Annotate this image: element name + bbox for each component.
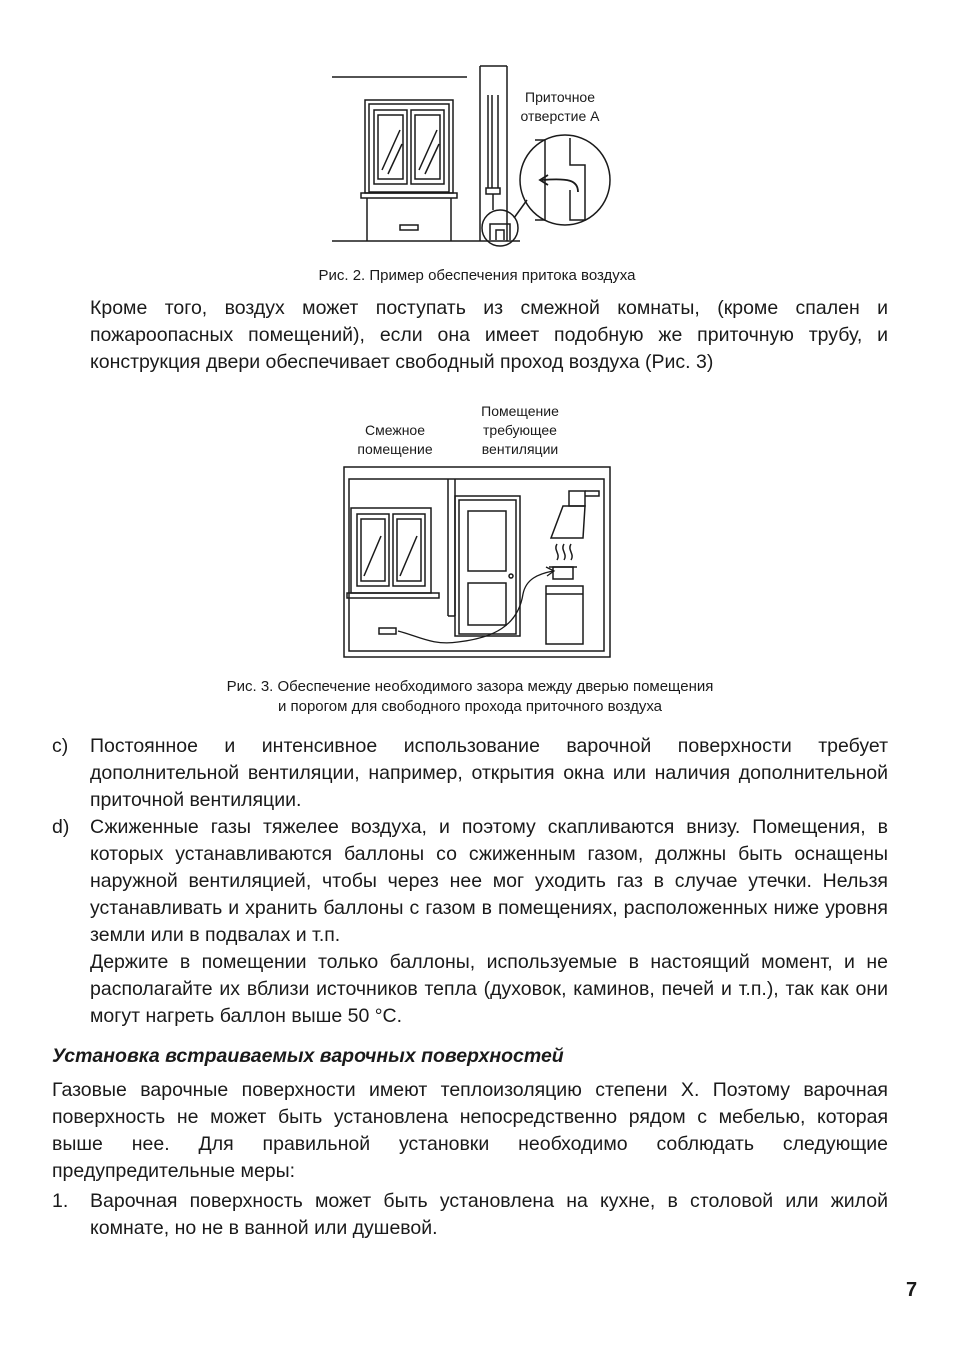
list-item-d-text: Сжиженные газы тяжелее воздуха, и поэтому скапливаются внизу. Помещения, в которых устанавливаются баллоны со сжиженным газом, должны быть оснащены наружной вентиляцией, чтобы через нее мог уходить газ в случае утечки. Нельзя устанавливать и хранить баллоны с газом в помещениях, расположенных ниже уровня земли или в подвалах и т.п. [90,816,888,946]
figure-3-right-label [465,402,575,459]
list-item-c-marker: c) [52,735,69,757]
figure-2-label-line2: отверстие А [520,108,600,124]
figure-3-caption-line2: и порогом для свободного прохода приточного воздуха [277,698,663,715]
list-item-d-text-2: Держите в помещении только баллоны, используемые в настоящий момент, и не располагайте их вблизи источников тепла (духовок, каминов, печей и т.п.), так как они могут нагреть баллон выше 50 °С. [90,951,888,1027]
figure-3-left-label-line1: Смежное [364,422,426,438]
figure-3-illustration [343,466,613,659]
figure-2-label [505,88,615,126]
figure-3-right-label-line1: Помещение [481,403,559,419]
list-item-d-marker: d) [52,816,70,838]
section-paragraph: Газовые варочные поверхности имеют теплоизоляцию степени Х. Поэтому варочная поверхность не может быть установлена непосредственно рядом с мебелью, которая выше нее. Для правильной установки необходимо соблюдать следующие предупредительные меры: [52,1079,888,1182]
numbered-item-1-text: Варочная поверхность может быть установлена на кухне, в столовой или жилой комнате, но не в ванной или душевой. [90,1190,888,1239]
figure-2-caption: Рис. 2. Пример обеспечения притока воздуха [318,267,636,284]
list-item-c-text: Постоянное и интенсивное использование варочной поверхности требует дополнительной вентиляции, например, открытия окна или наличия дополнительной приточной вентиляции. [90,735,888,811]
figure-3-caption [0,677,940,717]
page-number: 7 [906,1279,918,1301]
figure-3-caption-line1: Рис. 3. Обеспечение необходимого зазора между дверью помещения [226,678,714,695]
figure-3-left-label-line2: помещение [357,441,433,457]
intro-paragraph: Кроме того, воздух может поступать из смежной комнаты, (кроме спален и пожароопасных помещений), если она имеет подобную же приточную трубу, и конструкция двери обеспечивает свободный проход воздуха (Рис. 3) [90,297,888,373]
section-heading: Установка встраиваемых варочных поверхностей [52,1045,564,1067]
figure-3-left-label [345,421,445,459]
figure-3-right-label-line2: требующее [483,422,557,438]
figure-3-right-label-line3: вентиляции [481,441,559,457]
figure-2-label-line1: Приточное [525,89,595,105]
numbered-item-1-marker: 1. [52,1190,69,1212]
